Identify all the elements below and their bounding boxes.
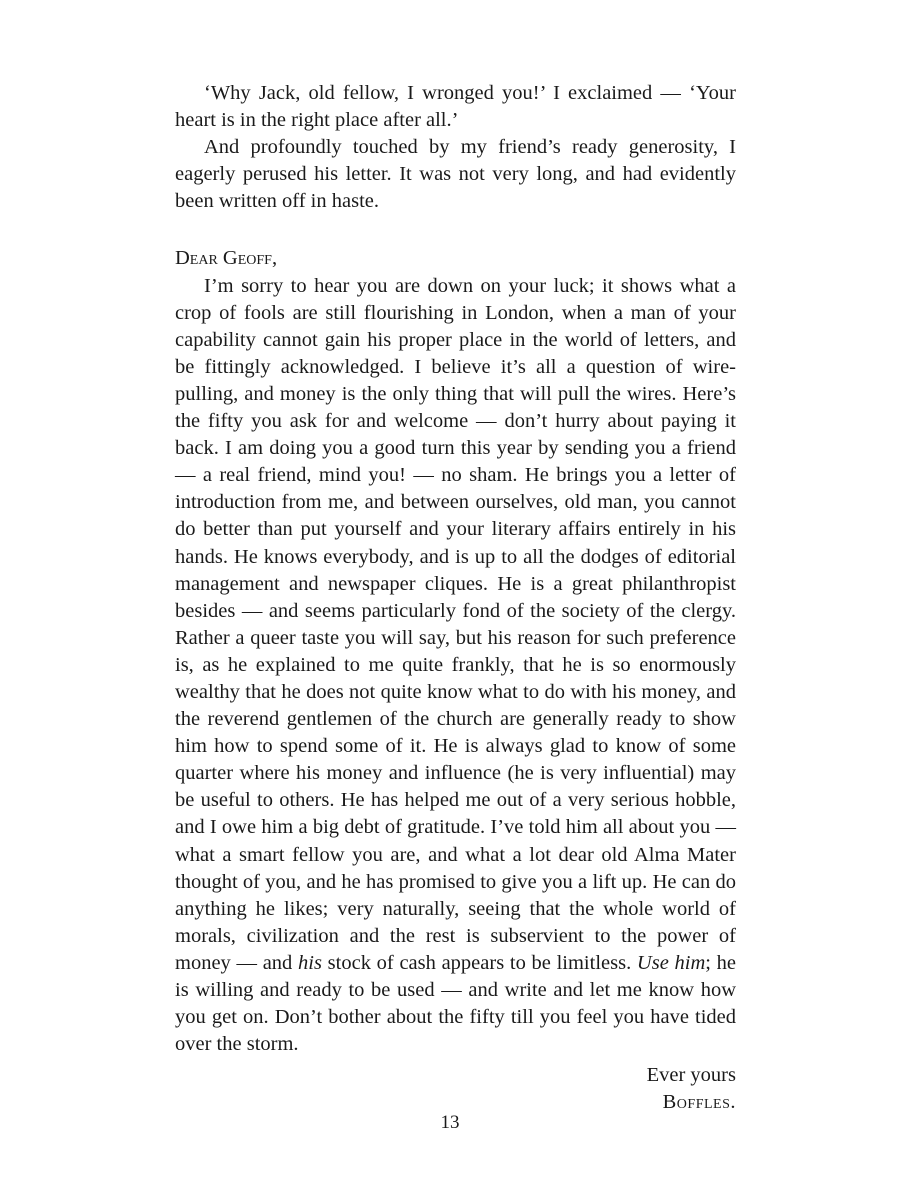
letter-salutation: Dear Geoff, (175, 247, 278, 270)
paragraph-narration: And profoundly touched by my friend’s ready generosity, I eagerly perused his letter. It was not very long, and had evidently been written off in haste. (175, 136, 736, 213)
letter-body-text-2: stock of cash appears to be limitless. (321, 951, 637, 974)
letter-closing: Ever yours (646, 1064, 736, 1087)
letter-body-text-3: ; he is willing and ready to be used — and write and let me know how you get on. Don’t bother about the fifty till you feel you have tided over the storm. (175, 951, 737, 1056)
page-body (175, 80, 736, 1116)
page-number: 13 (440, 1112, 460, 1133)
letter-italic-use-him: Use him (636, 951, 706, 974)
letter-body (175, 273, 736, 1059)
letter-body-text-1: I’m sorry to hear you are down on your luck; it shows what a crop of fools are still flourishing in London, when a man of your capability cannot gain his proper place in the world of letters, and be fittingly acknowledged. I believe it’s all a question of wire-pulling, and money is the only thing that will pull the wires. Here’s the fifty you ask for and welcome — don’t hurry about paying it back. I am doing you a good turn this year by sending you a friend — a real friend, mind you! — no sham. He brings you a letter of introduction from me, and between ourselves, old man, you cannot do better than put yourself and your literary affairs entirely in his hands. He knows everybody, and is up to all the dodges of editorial management and newspaper cliques. He is a great philanthropist besides — and seems particularly fond of the society of the clergy. Rather a queer taste you will say, but his reason for such preference is, as he explained to me quite frankly, that he is so enormously wealthy that he does not quite know what to do with his money, and the reverend gentlemen of the church are generally ready to show him how to spend some of it. He is always glad to know of some quarter where his money and influence (he is very influential) may be useful to others. He has helped me out of a very serious hobble, and I owe him a big debt of gratitude. I’ve told him all about you — what a smart fellow you are, and what a lot dear old Alma Mater thought of you, and he has promised to give you a lift up. He can do anything he likes; very naturally, seeing that the whole world of morals, civilization and the rest is subservient to the power of money — and (175, 274, 736, 974)
letter-signature: Boffles. (662, 1091, 736, 1114)
paragraph-exclamation: ‘Why Jack, old fellow, I wronged you!’ I exclaimed — ‘Your heart is in the right place after all.’ (175, 82, 736, 132)
letter-italic-his: his (298, 951, 322, 974)
